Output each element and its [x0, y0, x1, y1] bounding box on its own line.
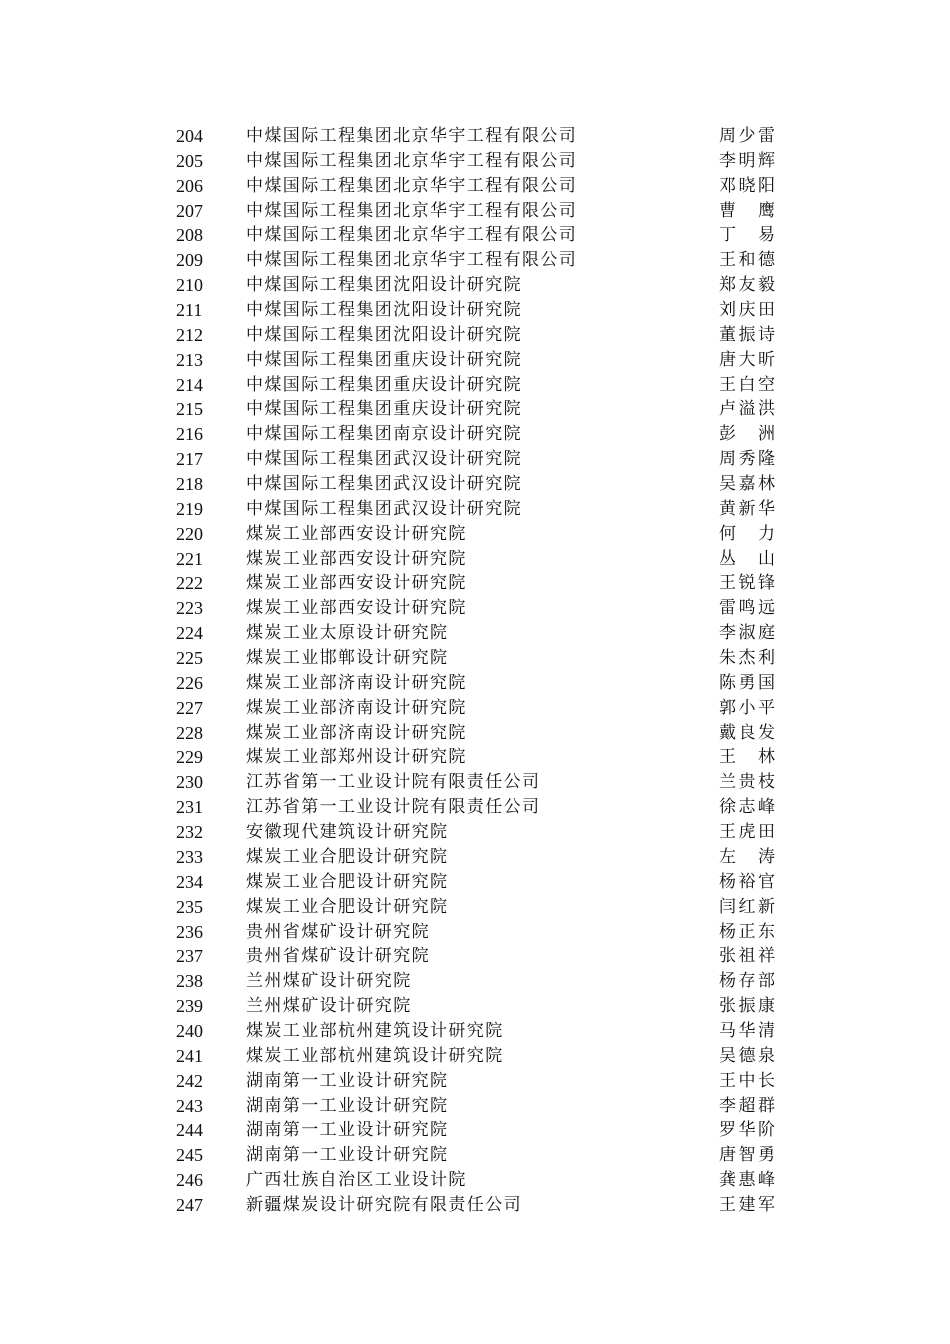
person-name: 戴良发 — [719, 722, 775, 743]
row-number: 240 — [176, 1020, 203, 1041]
list-item — [0, 895, 950, 920]
person-name: 徐志峰 — [719, 797, 775, 818]
person-name: 李超群 — [719, 1095, 775, 1116]
person-name: 罗华阶 — [719, 1120, 775, 1141]
person-name: 杨正东 — [719, 921, 775, 942]
row-number: 233 — [176, 846, 203, 867]
organization-name: 湖南第一工业设计研究院 — [246, 1095, 449, 1116]
person-name: 张祖祥 — [719, 946, 775, 967]
row-number: 238 — [176, 971, 203, 992]
person-name: 黄新华 — [719, 498, 775, 519]
organization-name: 煤炭工业合肥设计研究院 — [246, 871, 449, 892]
list-item — [0, 969, 950, 994]
organization-name: 煤炭工业部西安设计研究院 — [246, 548, 467, 569]
row-number: 218 — [176, 474, 203, 495]
person-name: 曹 鹰 — [719, 200, 775, 221]
row-number: 221 — [176, 548, 203, 569]
row-number: 220 — [176, 523, 203, 544]
person-name: 吴德泉 — [719, 1045, 775, 1066]
row-number: 242 — [176, 1070, 203, 1091]
organization-name: 湖南第一工业设计研究院 — [246, 1070, 449, 1091]
row-number: 243 — [176, 1095, 203, 1116]
list-item — [0, 422, 950, 447]
list-item — [0, 820, 950, 845]
row-number: 210 — [176, 275, 203, 296]
organization-name: 新疆煤炭设计研究院有限责任公司 — [246, 1194, 522, 1215]
organization-name: 湖南第一工业设计研究院 — [246, 1120, 449, 1141]
list-item — [0, 298, 950, 323]
organization-name: 煤炭工业合肥设计研究院 — [246, 896, 449, 917]
organization-name: 煤炭工业部西安设计研究院 — [246, 573, 467, 594]
row-number: 225 — [176, 648, 203, 669]
row-number: 222 — [176, 573, 203, 594]
person-name: 陈勇国 — [719, 672, 775, 693]
organization-name: 贵州省煤矿设计研究院 — [246, 946, 430, 967]
person-name: 丁 易 — [719, 225, 775, 246]
organization-name: 中煤国际工程集团武汉设计研究院 — [246, 498, 522, 519]
person-name: 彭 洲 — [719, 424, 775, 445]
list-item — [0, 348, 950, 373]
organization-name: 煤炭工业太原设计研究院 — [246, 623, 449, 644]
row-number: 237 — [176, 946, 203, 967]
person-name: 左 涛 — [719, 846, 775, 867]
organization-name: 兰州煤矿设计研究院 — [246, 971, 412, 992]
row-number: 239 — [176, 996, 203, 1017]
list-item — [0, 323, 950, 348]
organization-name: 广西壮族自治区工业设计院 — [246, 1170, 467, 1191]
list-item — [0, 571, 950, 596]
organization-name: 中煤国际工程集团武汉设计研究院 — [246, 474, 522, 495]
person-name: 龚惠峰 — [719, 1170, 775, 1191]
person-name: 唐智勇 — [719, 1145, 775, 1166]
row-number: 246 — [176, 1170, 203, 1191]
person-name: 周秀隆 — [719, 449, 775, 470]
list-item — [0, 745, 950, 770]
organization-name: 中煤国际工程集团武汉设计研究院 — [246, 449, 522, 470]
organization-name: 湖南第一工业设计研究院 — [246, 1145, 449, 1166]
person-name: 王和德 — [719, 250, 775, 271]
person-name: 郑友毅 — [719, 275, 775, 296]
person-name: 闫红新 — [719, 896, 775, 917]
list-item — [0, 1044, 950, 1069]
organization-name: 中煤国际工程集团北京华宇工程有限公司 — [246, 126, 578, 146]
row-number: 216 — [176, 424, 203, 445]
organization-name: 中煤国际工程集团重庆设计研究院 — [246, 374, 522, 395]
person-name: 丛 山 — [719, 548, 775, 569]
row-number: 231 — [176, 797, 203, 818]
organization-name: 中煤国际工程集团沈阳设计研究院 — [246, 275, 522, 296]
list-item — [0, 1168, 950, 1193]
row-number: 207 — [176, 200, 203, 221]
row-number: 224 — [176, 623, 203, 644]
organization-name: 中煤国际工程集团北京华宇工程有限公司 — [246, 250, 578, 271]
row-number: 232 — [176, 822, 203, 843]
row-number: 205 — [176, 150, 203, 171]
row-number: 208 — [176, 225, 203, 246]
list-item — [0, 199, 950, 224]
list-item — [0, 944, 950, 969]
person-name: 兰贵枝 — [719, 772, 775, 793]
list-item — [0, 149, 950, 174]
list-item — [0, 522, 950, 547]
person-name: 李淑庭 — [719, 623, 775, 644]
list-item — [0, 621, 950, 646]
organization-name: 煤炭工业部杭州建筑设计研究院 — [246, 1045, 504, 1066]
list-item — [0, 1193, 950, 1218]
person-name: 杨裕官 — [719, 871, 775, 892]
person-name: 何 力 — [719, 523, 775, 544]
person-name: 王建军 — [719, 1194, 775, 1215]
list-item — [0, 795, 950, 820]
row-number: 214 — [176, 374, 203, 395]
organization-name: 煤炭工业部西安设计研究院 — [246, 598, 467, 619]
person-name: 李明辉 — [719, 150, 775, 171]
list-item — [0, 248, 950, 273]
row-number: 215 — [176, 399, 203, 420]
organization-name: 煤炭工业邯郸设计研究院 — [246, 648, 449, 669]
organization-name: 江苏省第一工业设计院有限责任公司 — [246, 772, 541, 793]
person-name: 张振康 — [719, 996, 775, 1017]
person-name: 吴嘉林 — [719, 474, 775, 495]
row-number: 217 — [176, 449, 203, 470]
organization-name: 煤炭工业部郑州设计研究院 — [246, 747, 467, 768]
list-item — [0, 770, 950, 795]
organization-name: 中煤国际工程集团北京华宇工程有限公司 — [246, 225, 578, 246]
row-number: 229 — [176, 747, 203, 768]
list-item — [0, 845, 950, 870]
person-name: 唐大昕 — [719, 349, 775, 370]
organization-name: 煤炭工业部济南设计研究院 — [246, 697, 467, 718]
organization-name: 中煤国际工程集团沈阳设计研究院 — [246, 324, 522, 345]
row-number: 204 — [176, 126, 203, 146]
organization-name: 中煤国际工程集团重庆设计研究院 — [246, 349, 522, 370]
row-number: 219 — [176, 498, 203, 519]
row-number: 234 — [176, 871, 203, 892]
row-number: 227 — [176, 697, 203, 718]
person-name: 王中长 — [719, 1070, 775, 1091]
list-item — [0, 223, 950, 248]
person-name: 马华清 — [719, 1020, 775, 1041]
list-item — [0, 124, 950, 149]
organization-name: 煤炭工业合肥设计研究院 — [246, 846, 449, 867]
list-item — [0, 994, 950, 1019]
person-name: 朱杰利 — [719, 648, 775, 669]
list-item — [0, 397, 950, 422]
row-number: 236 — [176, 921, 203, 942]
row-number: 209 — [176, 250, 203, 271]
person-name: 董振诗 — [719, 324, 775, 345]
person-name: 周少雷 — [719, 126, 775, 146]
list-item — [0, 497, 950, 522]
list-item — [0, 273, 950, 298]
organization-name: 中煤国际工程集团重庆设计研究院 — [246, 399, 522, 420]
row-number: 228 — [176, 722, 203, 743]
list-item — [0, 870, 950, 895]
person-name: 刘庆田 — [719, 300, 775, 321]
row-number: 245 — [176, 1145, 203, 1166]
list-item — [0, 596, 950, 621]
list-item — [0, 174, 950, 199]
person-name: 王锐锋 — [719, 573, 775, 594]
list-item — [0, 472, 950, 497]
list-item — [0, 1143, 950, 1168]
organization-name: 煤炭工业部杭州建筑设计研究院 — [246, 1020, 504, 1041]
organization-name: 煤炭工业部西安设计研究院 — [246, 523, 467, 544]
organization-name: 中煤国际工程集团沈阳设计研究院 — [246, 300, 522, 321]
person-name: 王白空 — [719, 374, 775, 395]
person-name: 雷鸣远 — [719, 598, 775, 619]
list-item — [0, 1019, 950, 1044]
list-item — [0, 646, 950, 671]
row-number: 244 — [176, 1120, 203, 1141]
list-item — [0, 696, 950, 721]
organization-name: 安徽现代建筑设计研究院 — [246, 822, 449, 843]
list-item — [0, 1094, 950, 1119]
organization-name: 中煤国际工程集团南京设计研究院 — [246, 424, 522, 445]
row-number: 213 — [176, 349, 203, 370]
list-item — [0, 547, 950, 572]
personnel-list — [0, 124, 950, 1218]
person-name: 郭小平 — [719, 697, 775, 718]
organization-name: 中煤国际工程集团北京华宇工程有限公司 — [246, 175, 578, 196]
row-number: 230 — [176, 772, 203, 793]
organization-name: 中煤国际工程集团北京华宇工程有限公司 — [246, 200, 578, 221]
person-name: 王 林 — [719, 747, 775, 768]
list-item — [0, 447, 950, 472]
person-name: 卢溢洪 — [719, 399, 775, 420]
person-name: 王虎田 — [719, 822, 775, 843]
row-number: 226 — [176, 672, 203, 693]
row-number: 241 — [176, 1045, 203, 1066]
organization-name: 煤炭工业部济南设计研究院 — [246, 722, 467, 743]
row-number: 247 — [176, 1194, 203, 1215]
organization-name: 贵州省煤矿设计研究院 — [246, 921, 430, 942]
organization-name: 兰州煤矿设计研究院 — [246, 996, 412, 1017]
organization-name: 中煤国际工程集团北京华宇工程有限公司 — [246, 150, 578, 171]
list-item — [0, 1118, 950, 1143]
list-item — [0, 373, 950, 398]
organization-name: 煤炭工业部济南设计研究院 — [246, 672, 467, 693]
row-number: 211 — [176, 300, 203, 321]
row-number: 206 — [176, 175, 203, 196]
row-number: 235 — [176, 896, 203, 917]
list-item — [0, 1069, 950, 1094]
row-number: 212 — [176, 324, 203, 345]
list-item — [0, 671, 950, 696]
organization-name: 江苏省第一工业设计院有限责任公司 — [246, 797, 541, 818]
person-name: 邓晓阳 — [719, 175, 775, 196]
person-name: 杨存部 — [719, 971, 775, 992]
list-item — [0, 920, 950, 945]
list-item — [0, 721, 950, 746]
row-number: 223 — [176, 598, 203, 619]
